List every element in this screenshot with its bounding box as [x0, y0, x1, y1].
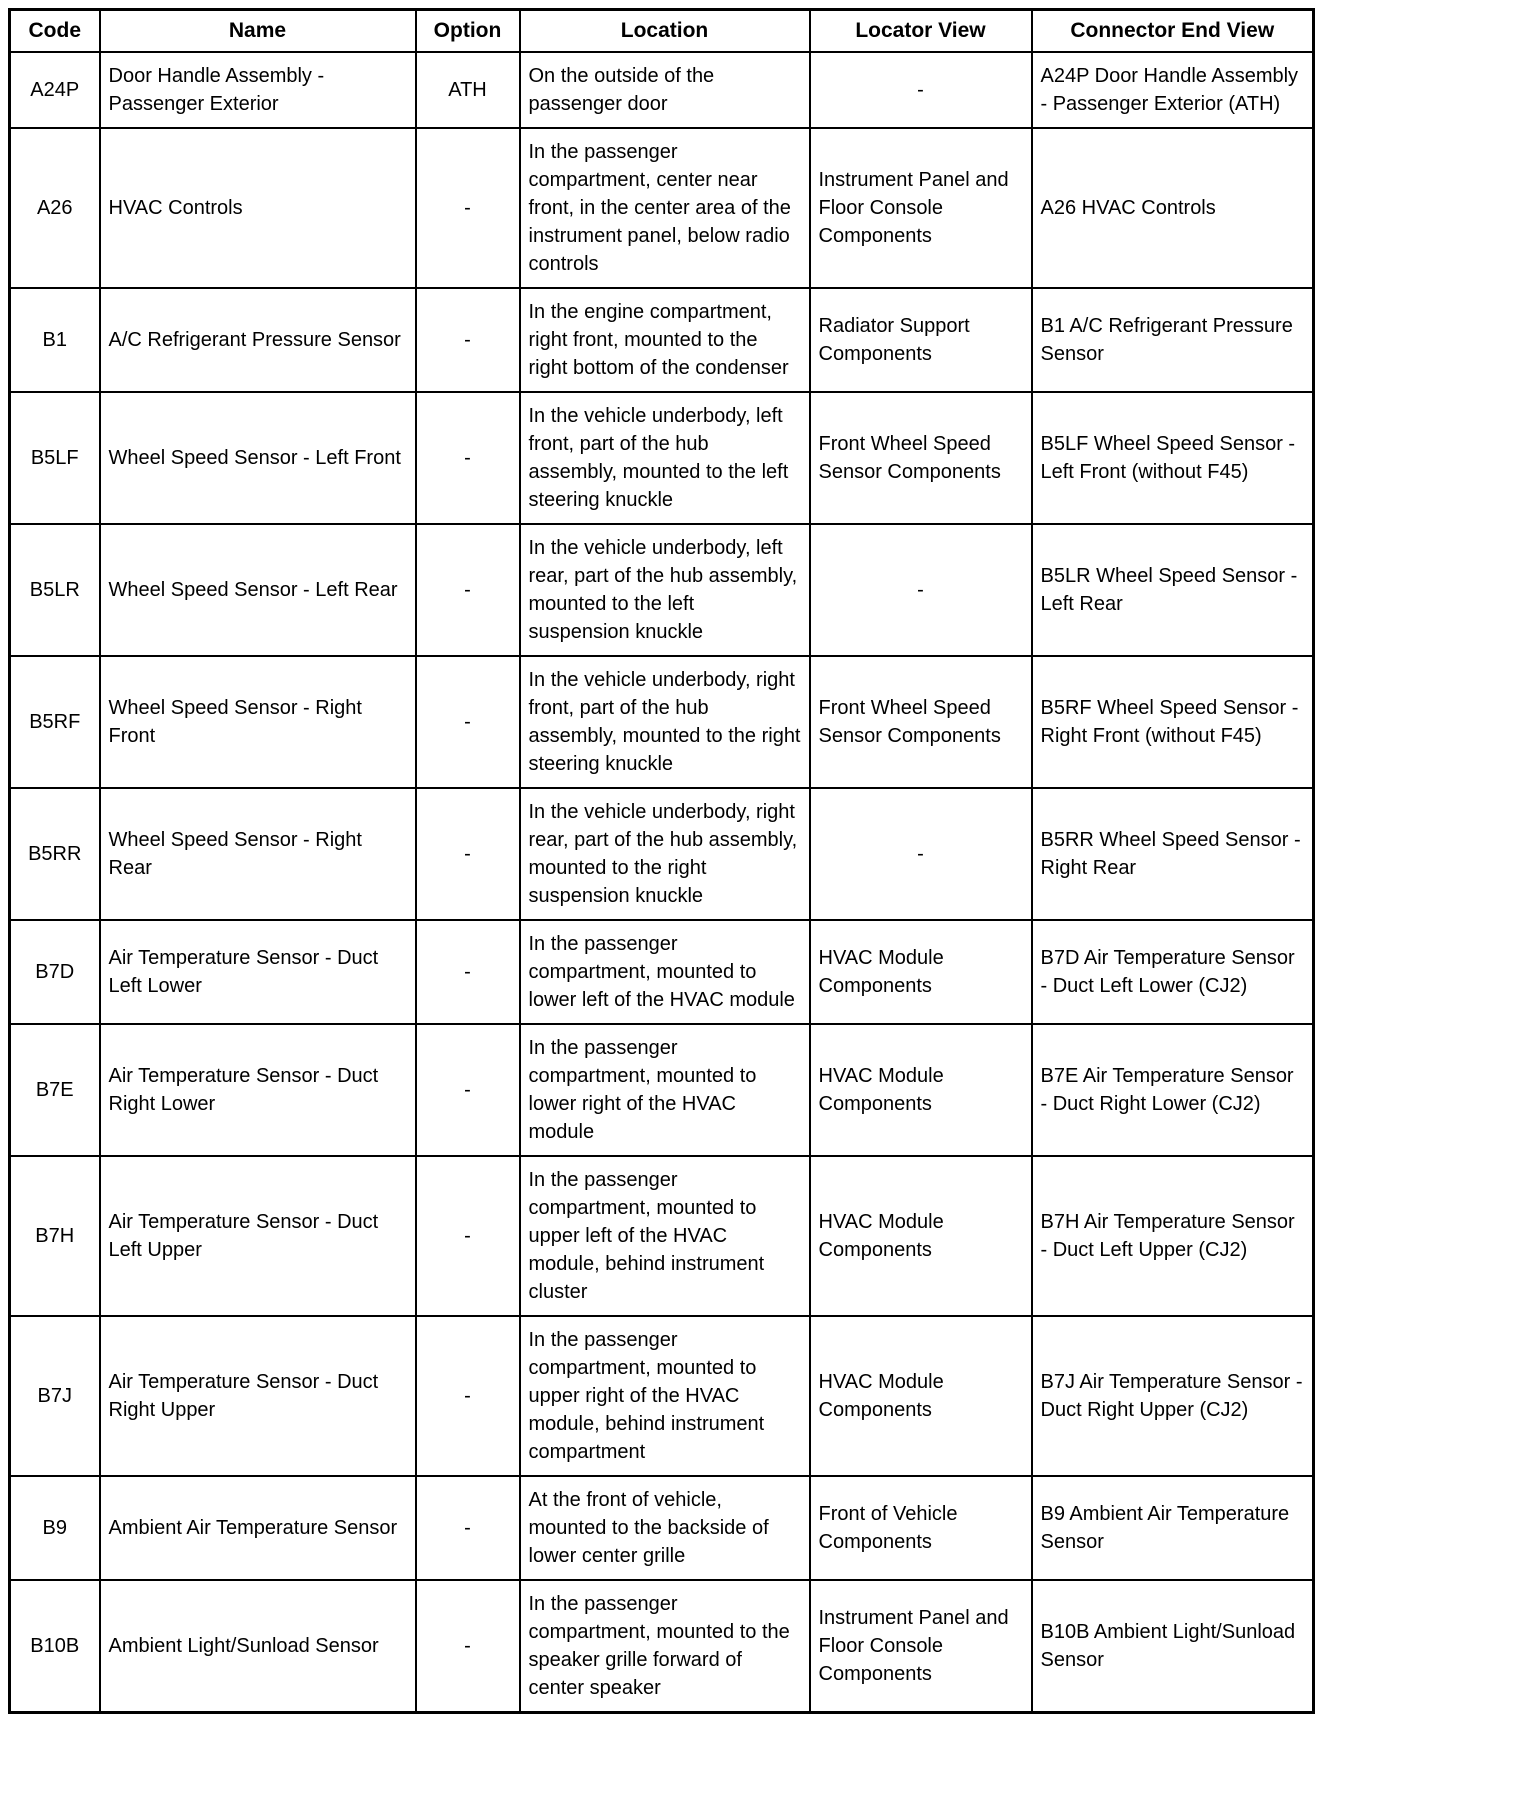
cell-location: In the vehicle underbody, left front, part of the hub assembly, mounted to the left steering knuckle: [520, 392, 810, 524]
cell-name: A/C Refrigerant Pressure Sensor: [100, 288, 416, 392]
cell-name: Air Temperature Sensor - Duct Right Lower: [100, 1024, 416, 1156]
cell-connector-end-view: B1 A/C Refrigerant Pressure Sensor: [1032, 288, 1314, 392]
cell-locator-view: HVAC Module Components: [810, 1024, 1032, 1156]
cell-locator-view: HVAC Module Components: [810, 1316, 1032, 1476]
cell-connector-end-view: B5RR Wheel Speed Sensor - Right Rear: [1032, 788, 1314, 920]
cell-code: B7D: [10, 920, 100, 1024]
cell-code: B5RF: [10, 656, 100, 788]
cell-location: In the engine compartment, right front, mounted to the right bottom of the condenser: [520, 288, 810, 392]
cell-locator-view: -: [810, 524, 1032, 656]
cell-option: -: [416, 1580, 520, 1713]
table-row: [10, 128, 1314, 288]
cell-connector-end-view: B5RF Wheel Speed Sensor - Right Front (without F45): [1032, 656, 1314, 788]
table-row: [10, 1024, 1314, 1156]
cell-option: -: [416, 392, 520, 524]
cell-option: -: [416, 288, 520, 392]
cell-connector-end-view: B7E Air Temperature Sensor - Duct Right Lower (CJ2): [1032, 1024, 1314, 1156]
cell-location: In the passenger compartment, mounted to the speaker grille forward of center speaker: [520, 1580, 810, 1713]
header-connector-end-view: Connector End View: [1032, 10, 1314, 52]
cell-name: Air Temperature Sensor - Duct Left Upper: [100, 1156, 416, 1316]
cell-location: In the passenger compartment, center near front, in the center area of the instrument panel, below radio controls: [520, 128, 810, 288]
cell-locator-view: Radiator Support Components: [810, 288, 1032, 392]
cell-connector-end-view: A24P Door Handle Assembly - Passenger Exterior (ATH): [1032, 52, 1314, 128]
cell-code: B5RR: [10, 788, 100, 920]
header-row: [10, 10, 1314, 52]
component-table: [8, 8, 1315, 1714]
cell-option: -: [416, 1476, 520, 1580]
cell-option: -: [416, 1156, 520, 1316]
cell-option: -: [416, 128, 520, 288]
cell-location: On the outside of the passenger door: [520, 52, 810, 128]
table-row: [10, 392, 1314, 524]
cell-connector-end-view: B9 Ambient Air Temperature Sensor: [1032, 1476, 1314, 1580]
cell-code: B9: [10, 1476, 100, 1580]
table-row: [10, 524, 1314, 656]
table-row: [10, 1316, 1314, 1476]
cell-code: A24P: [10, 52, 100, 128]
cell-option: -: [416, 1316, 520, 1476]
cell-code: A26: [10, 128, 100, 288]
cell-connector-end-view: B7D Air Temperature Sensor - Duct Left Lower (CJ2): [1032, 920, 1314, 1024]
table-row: [10, 920, 1314, 1024]
cell-locator-view: Instrument Panel and Floor Console Components: [810, 1580, 1032, 1713]
header-code: Code: [10, 10, 100, 52]
cell-locator-view: Front of Vehicle Components: [810, 1476, 1032, 1580]
cell-location: In the passenger compartment, mounted to lower right of the HVAC module: [520, 1024, 810, 1156]
cell-name: Wheel Speed Sensor - Right Front: [100, 656, 416, 788]
cell-name: Wheel Speed Sensor - Left Front: [100, 392, 416, 524]
cell-location: In the passenger compartment, mounted to upper right of the HVAC module, behind instrument compartment: [520, 1316, 810, 1476]
cell-locator-view: HVAC Module Components: [810, 920, 1032, 1024]
cell-name: Ambient Air Temperature Sensor: [100, 1476, 416, 1580]
cell-name: Ambient Light/Sunload Sensor: [100, 1580, 416, 1713]
header-option: Option: [416, 10, 520, 52]
cell-locator-view: -: [810, 788, 1032, 920]
cell-location: In the vehicle underbody, right front, part of the hub assembly, mounted to the right steering knuckle: [520, 656, 810, 788]
cell-name: Air Temperature Sensor - Duct Left Lower: [100, 920, 416, 1024]
header-name: Name: [100, 10, 416, 52]
cell-connector-end-view: A26 HVAC Controls: [1032, 128, 1314, 288]
table-row: [10, 52, 1314, 128]
header-location: Location: [520, 10, 810, 52]
cell-code: B10B: [10, 1580, 100, 1713]
cell-connector-end-view: B5LR Wheel Speed Sensor - Left Rear: [1032, 524, 1314, 656]
cell-location: In the vehicle underbody, right rear, part of the hub assembly, mounted to the right suspension knuckle: [520, 788, 810, 920]
component-table-body: [10, 52, 1314, 1713]
cell-location: In the passenger compartment, mounted to upper left of the HVAC module, behind instrument cluster: [520, 1156, 810, 1316]
table-row: [10, 788, 1314, 920]
cell-name: Air Temperature Sensor - Duct Right Upper: [100, 1316, 416, 1476]
header-locator-view: Locator View: [810, 10, 1032, 52]
cell-option: -: [416, 788, 520, 920]
cell-locator-view: Instrument Panel and Floor Console Components: [810, 128, 1032, 288]
cell-connector-end-view: B5LF Wheel Speed Sensor - Left Front (without F45): [1032, 392, 1314, 524]
cell-location: In the vehicle underbody, left rear, part of the hub assembly, mounted to the left suspension knuckle: [520, 524, 810, 656]
cell-connector-end-view: B10B Ambient Light/Sunload Sensor: [1032, 1580, 1314, 1713]
cell-name: Wheel Speed Sensor - Left Rear: [100, 524, 416, 656]
cell-location: At the front of vehicle, mounted to the backside of lower center grille: [520, 1476, 810, 1580]
cell-name: HVAC Controls: [100, 128, 416, 288]
table-row: [10, 1156, 1314, 1316]
cell-locator-view: -: [810, 52, 1032, 128]
table-row: [10, 288, 1314, 392]
cell-location: In the passenger compartment, mounted to lower left of the HVAC module: [520, 920, 810, 1024]
cell-name: Door Handle Assembly - Passenger Exterior: [100, 52, 416, 128]
cell-option: -: [416, 524, 520, 656]
cell-locator-view: Front Wheel Speed Sensor Components: [810, 392, 1032, 524]
cell-locator-view: Front Wheel Speed Sensor Components: [810, 656, 1032, 788]
table-row: [10, 1476, 1314, 1580]
cell-code: B7E: [10, 1024, 100, 1156]
cell-code: B5LR: [10, 524, 100, 656]
cell-code: B5LF: [10, 392, 100, 524]
cell-connector-end-view: B7J Air Temperature Sensor - Duct Right Upper (CJ2): [1032, 1316, 1314, 1476]
table-row: [10, 656, 1314, 788]
cell-option: -: [416, 656, 520, 788]
cell-code: B7H: [10, 1156, 100, 1316]
cell-code: B1: [10, 288, 100, 392]
cell-option: -: [416, 920, 520, 1024]
cell-name: Wheel Speed Sensor - Right Rear: [100, 788, 416, 920]
cell-option: -: [416, 1024, 520, 1156]
cell-connector-end-view: B7H Air Temperature Sensor - Duct Left Upper (CJ2): [1032, 1156, 1314, 1316]
table-row: [10, 1580, 1314, 1713]
cell-locator-view: HVAC Module Components: [810, 1156, 1032, 1316]
cell-code: B7J: [10, 1316, 100, 1476]
cell-option: ATH: [416, 52, 520, 128]
